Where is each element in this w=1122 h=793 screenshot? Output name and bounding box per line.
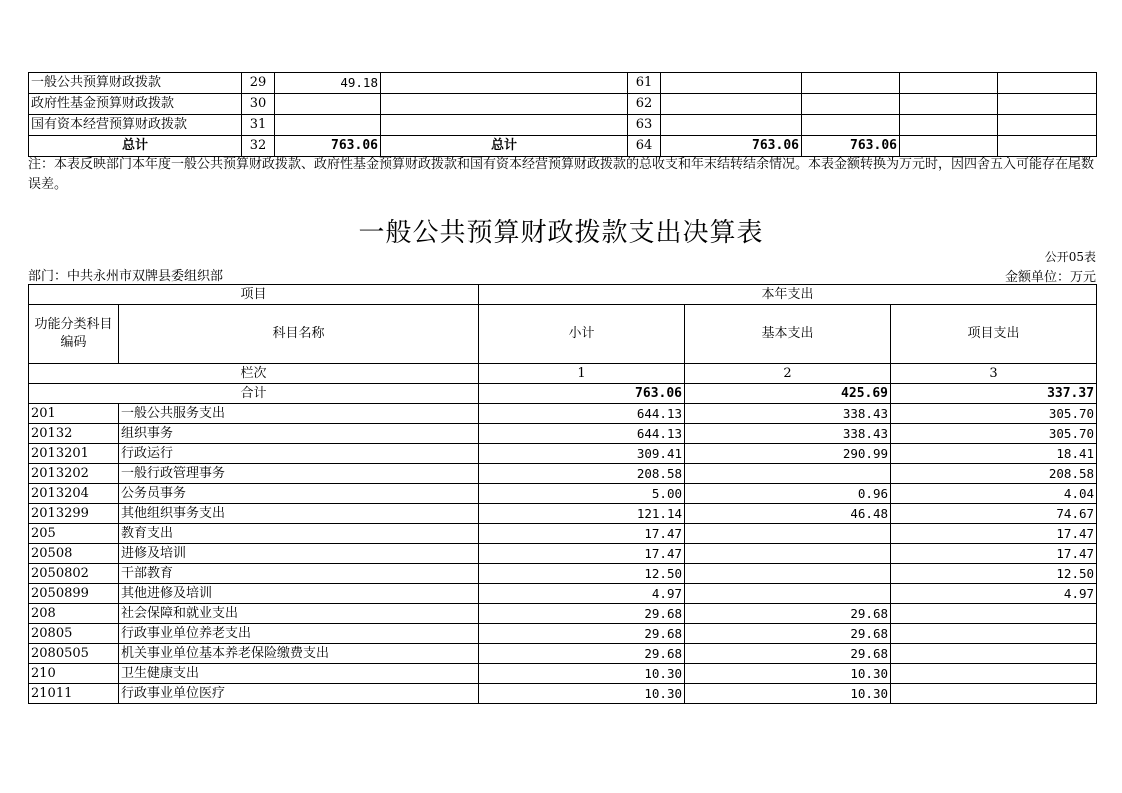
unit-label: 金额单位：万元 — [1004, 270, 1096, 285]
subtotal-value: 17.47 — [479, 544, 685, 564]
subtotal-value: 208.58 — [479, 464, 685, 484]
income-item: 一般公共预算财政拨款 — [29, 73, 242, 94]
table-row — [29, 464, 1097, 484]
table-row — [29, 684, 1097, 704]
header-code: 功能分类科目编码 — [29, 305, 119, 364]
table-row — [29, 664, 1097, 684]
project-expense-value — [891, 664, 1097, 684]
subject-name: 行政事业单位医疗 — [119, 684, 479, 704]
expense-total-value — [900, 136, 998, 157]
row-number: 62 — [628, 94, 661, 115]
row-number: 29 — [242, 73, 275, 94]
function-code: 20508 — [29, 544, 119, 564]
expense-value — [661, 94, 802, 115]
income-item: 政府性基金预算财政拨款 — [29, 94, 242, 115]
subject-name: 一般行政管理事务 — [119, 464, 479, 484]
project-expense-value: 4.04 — [891, 484, 1097, 504]
header-subtotal: 小计 — [479, 305, 685, 364]
expense-value — [900, 115, 998, 136]
basic-expense-value — [685, 564, 891, 584]
expense-total-label: 总计 — [381, 136, 628, 157]
project-expense-value: 12.50 — [891, 564, 1097, 584]
subject-name: 行政运行 — [119, 444, 479, 464]
subject-name: 行政事业单位养老支出 — [119, 624, 479, 644]
basic-expense-value — [685, 524, 891, 544]
basic-expense-value: 0.96 — [685, 484, 891, 504]
subtotal-value: 644.13 — [479, 404, 685, 424]
subtotal-value: 29.68 — [479, 624, 685, 644]
table-row — [29, 115, 1097, 136]
total-subtotal: 763.06 — [479, 384, 685, 404]
basic-expense-value: 29.68 — [685, 644, 891, 664]
project-expense-value: 4.97 — [891, 584, 1097, 604]
subtotal-value: 5.00 — [479, 484, 685, 504]
header-basic: 基本支出 — [685, 305, 891, 364]
expenditure-final-account-table — [28, 284, 1097, 704]
function-code: 2050802 — [29, 564, 119, 584]
header-row — [29, 305, 1097, 364]
income-amount — [275, 115, 381, 136]
header-project-expense: 项目支出 — [891, 305, 1097, 364]
page-title: 一般公共预算财政拨款支出决算表 — [358, 218, 764, 248]
subtotal-value: 121.14 — [479, 504, 685, 524]
project-expense-value: 18.41 — [891, 444, 1097, 464]
project-expense-value — [891, 684, 1097, 704]
subtotal-value: 644.13 — [479, 424, 685, 444]
project-expense-value: 305.70 — [891, 424, 1097, 444]
department-label: 部门：中共永州市双牌县委组织部 — [28, 269, 224, 284]
total-row — [29, 136, 1097, 157]
subject-name: 其他组织事务支出 — [119, 504, 479, 524]
expense-total-value — [998, 136, 1097, 157]
expense-value — [900, 94, 998, 115]
expense-value — [661, 73, 802, 94]
row-number: 63 — [628, 115, 661, 136]
subject-name: 社会保障和就业支出 — [119, 604, 479, 624]
function-code: 2013204 — [29, 484, 119, 504]
subject-name: 卫生健康支出 — [119, 664, 479, 684]
subtotal-value: 10.30 — [479, 664, 685, 684]
expense-item — [381, 73, 628, 94]
income-item: 国有资本经营预算财政拨款 — [29, 115, 242, 136]
table-note: 注：本表反映部门本年度一般公共预算财政拨款、政府性基金预算财政拨款和国有资本经营预算财政拨款的总收支和年末结转结余情况。本表金额转换为万元时，因四舍五入可能存在尾数误差。 — [28, 157, 1095, 192]
basic-expense-value — [685, 544, 891, 564]
table-row — [29, 444, 1097, 464]
subtotal-value: 4.97 — [479, 584, 685, 604]
project-expense-value: 305.70 — [891, 404, 1097, 424]
expense-value — [900, 73, 998, 94]
expense-total-value: 763.06 — [661, 136, 802, 157]
subject-name: 机关事业单位基本养老保险缴费支出 — [119, 644, 479, 664]
subject-name: 干部教育 — [119, 564, 479, 584]
column-number: 1 — [479, 364, 685, 384]
subtotal-value: 10.30 — [479, 684, 685, 704]
subject-name: 进修及培训 — [119, 544, 479, 564]
function-code: 201 — [29, 404, 119, 424]
total-project: 337.37 — [891, 384, 1097, 404]
table-row — [29, 94, 1097, 115]
income-expense-summary-table — [28, 72, 1097, 157]
column-number: 3 — [891, 364, 1097, 384]
project-expense-value: 208.58 — [891, 464, 1097, 484]
income-amount — [275, 94, 381, 115]
row-number: 32 — [242, 136, 275, 157]
table-row — [29, 644, 1097, 664]
function-code: 21011 — [29, 684, 119, 704]
header-name: 科目名称 — [119, 305, 479, 364]
income-amount: 49.18 — [275, 73, 381, 94]
header-row — [29, 285, 1097, 305]
table-row — [29, 604, 1097, 624]
expense-value — [998, 115, 1097, 136]
function-code: 2013202 — [29, 464, 119, 484]
basic-expense-value: 29.68 — [685, 624, 891, 644]
column-number: 2 — [685, 364, 891, 384]
project-expense-value: 74.67 — [891, 504, 1097, 524]
basic-expense-value — [685, 464, 891, 484]
table-row — [29, 484, 1097, 504]
basic-expense-value: 290.99 — [685, 444, 891, 464]
function-code: 208 — [29, 604, 119, 624]
basic-expense-value: 10.30 — [685, 684, 891, 704]
function-code: 20805 — [29, 624, 119, 644]
subtotal-value: 29.68 — [479, 644, 685, 664]
project-expense-value — [891, 624, 1097, 644]
expense-value — [802, 115, 900, 136]
function-code: 210 — [29, 664, 119, 684]
subject-name: 其他进修及培训 — [119, 584, 479, 604]
subject-name: 一般公共服务支出 — [119, 404, 479, 424]
expenditure-rows — [29, 404, 1097, 704]
expense-item — [381, 94, 628, 115]
subtotal-value: 309.41 — [479, 444, 685, 464]
project-expense-value: 17.47 — [891, 544, 1097, 564]
row-number: 61 — [628, 73, 661, 94]
row-number: 30 — [242, 94, 275, 115]
basic-expense-value: 46.48 — [685, 504, 891, 524]
subject-name: 教育支出 — [119, 524, 479, 544]
expense-item — [381, 115, 628, 136]
total-row — [29, 384, 1097, 404]
function-code: 2050899 — [29, 584, 119, 604]
table-number: 公开05表 — [1044, 250, 1096, 264]
table-row — [29, 524, 1097, 544]
table-row — [29, 624, 1097, 644]
subject-name: 公务员事务 — [119, 484, 479, 504]
table-row — [29, 564, 1097, 584]
function-code: 20132 — [29, 424, 119, 444]
header-project: 项目 — [29, 285, 479, 305]
column-label: 栏次 — [29, 364, 479, 384]
basic-expense-value: 338.43 — [685, 424, 891, 444]
basic-expense-value: 338.43 — [685, 404, 891, 424]
table-row — [29, 404, 1097, 424]
subject-name: 组织事务 — [119, 424, 479, 444]
income-total-amount: 763.06 — [275, 136, 381, 157]
row-number: 31 — [242, 115, 275, 136]
table-row — [29, 73, 1097, 94]
expense-value — [998, 94, 1097, 115]
basic-expense-value: 29.68 — [685, 604, 891, 624]
subtotal-value: 12.50 — [479, 564, 685, 584]
basic-expense-value — [685, 584, 891, 604]
expense-value — [802, 94, 900, 115]
function-code: 2080505 — [29, 644, 119, 664]
basic-expense-value: 10.30 — [685, 664, 891, 684]
expense-value — [998, 73, 1097, 94]
table-row — [29, 504, 1097, 524]
expense-total-value: 763.06 — [802, 136, 900, 157]
function-code: 2013201 — [29, 444, 119, 464]
total-basic: 425.69 — [685, 384, 891, 404]
project-expense-value — [891, 644, 1097, 664]
header-current-year: 本年支出 — [479, 285, 1097, 305]
subtotal-value: 17.47 — [479, 524, 685, 544]
project-expense-value — [891, 604, 1097, 624]
expense-value — [661, 115, 802, 136]
function-code: 205 — [29, 524, 119, 544]
table-row — [29, 544, 1097, 564]
column-number-row — [29, 364, 1097, 384]
function-code: 2013299 — [29, 504, 119, 524]
project-expense-value: 17.47 — [891, 524, 1097, 544]
total-label: 合计 — [29, 384, 479, 404]
table-row — [29, 584, 1097, 604]
table-row — [29, 424, 1097, 444]
income-total-label: 总计 — [29, 136, 242, 157]
expense-value — [802, 73, 900, 94]
row-number: 64 — [628, 136, 661, 157]
subtotal-value: 29.68 — [479, 604, 685, 624]
